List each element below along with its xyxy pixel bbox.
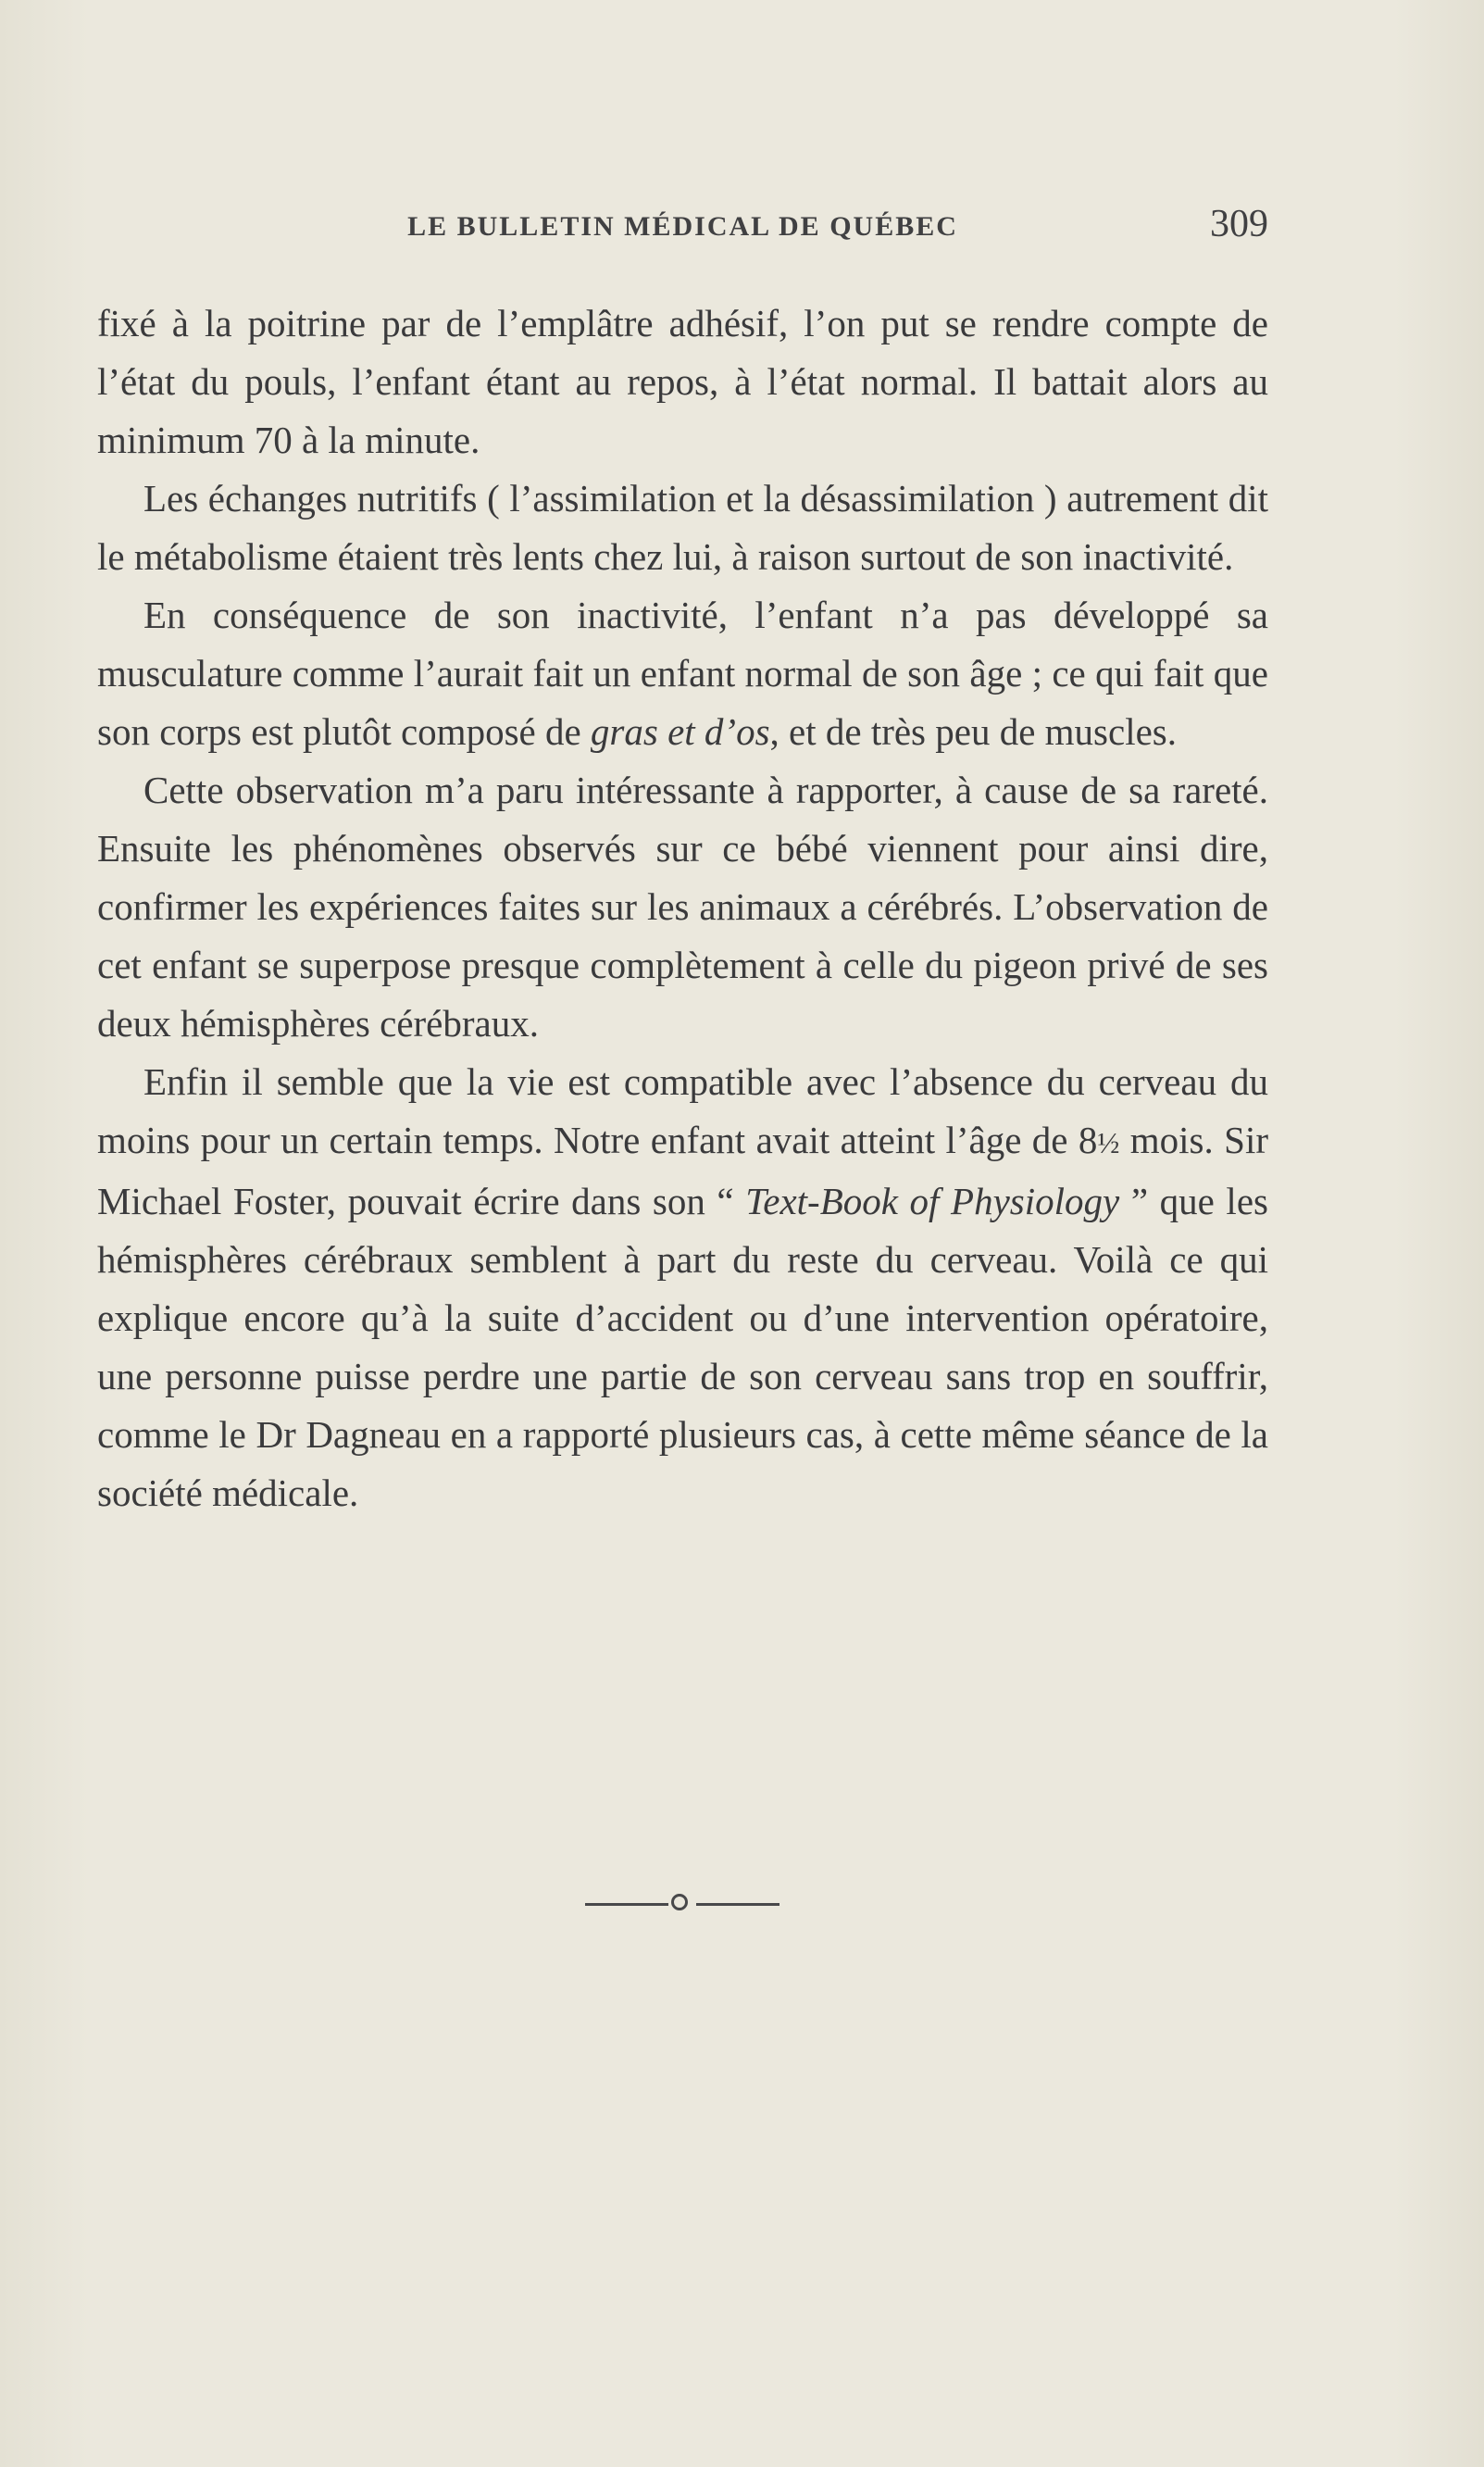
paragraph-2: Les échanges nutritifs ( l’assimilation et la désassimilation ) autrement dit le métabolisme étaient très lents chez lui, à raison surtout de son inactivité. — [97, 477, 1268, 578]
paragraph-3-italic: gras et d’os — [590, 710, 770, 753]
section-separator — [585, 1889, 779, 1917]
separator-rule-right — [696, 1903, 779, 1906]
paragraph-5-book-title: Text-Book of Physiology — [745, 1180, 1120, 1222]
paragraph-3 — [97, 586, 1268, 761]
paragraph-3-text-start: En conséquence de son inactivité, l’enfant n’a pas développé sa musculature comme l’aurait fait un enfant normal de son âge ; ce qui fait que son corps est plutôt composé de — [97, 594, 1268, 753]
paragraph-5-text-middle: mois. Sir Michael Foster, pouvait écrire dans son “ — [97, 1119, 1268, 1222]
page-number: 309 — [1210, 203, 1268, 245]
paragraph-3-text-end: , et de très peu de muscles. — [769, 710, 1177, 753]
paragraph-1: fixé à la poitrine par de l’emplâtre adhésif, l’on put se rendre compte de l’état du pouls, l’enfant étant au repos, à l’état normal. Il battait alors au minimum 70 à la minute. — [97, 302, 1268, 461]
running-head — [97, 202, 1268, 257]
paragraph-5-text-end: ” que les hémisphères cérébraux semblent à part du reste du cerveau. Voilà ce qui explique encore qu’à la suite d’accident ou d’une intervention opératoire, une personne puisse perdre une partie de son cerveau sans trop en souffrir, comme le Dr Dagneau en a rapporté plusieurs cas, à cette même séance de la société médicale. — [97, 1180, 1268, 1514]
body-text — [97, 294, 1268, 1522]
paragraph-5-fraction: ½ — [1097, 1126, 1120, 1159]
separator-ring-ornament — [671, 1894, 688, 1910]
running-title: LE BULLETIN MÉDICAL DE QUÉBEC — [407, 211, 958, 242]
paragraph-4: Cette observation m’a paru intéressante à rapporter, à cause de sa rareté. Ensuite les phénomènes observés sur ce bébé viennent pour ainsi dire, confirmer les expériences faites sur les animaux a cérébrés. L’observation de cet enfant se superpose presque complètement à celle du pigeon privé de ses deux hémisphères cérébraux. — [97, 769, 1268, 1045]
separator-rule-left — [585, 1903, 668, 1906]
paragraph-5 — [97, 1053, 1268, 1522]
paragraph-5-text-start: Enfin il semble que la vie est compatible avec l’absence du cerveau du moins pour un certain temps. Notre enfant avait atteint l’âge de 8 — [97, 1060, 1268, 1161]
